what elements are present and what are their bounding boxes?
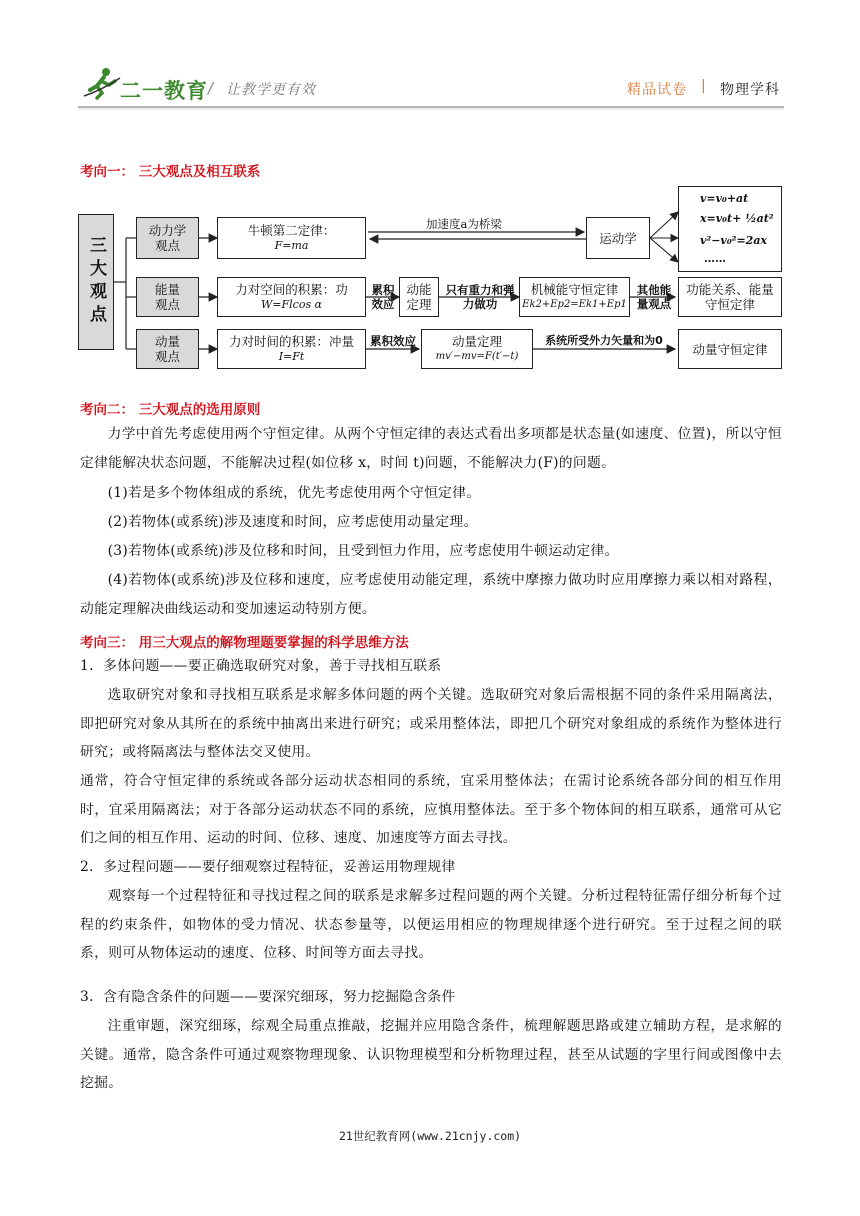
header-separator: | xyxy=(701,78,706,94)
mechanical-energy-label: 机械能守恒定律 xyxy=(530,282,619,297)
newton-law-label: 牛顿第二定律： xyxy=(247,223,336,238)
momentum-conservation-box xyxy=(678,329,782,369)
section-2-item-3: (3)若物体(或系统)涉及位移和时间，且受到恒力作用，应考虑使用牛顿运动定律。 xyxy=(107,543,619,559)
energy-view-box xyxy=(136,277,199,317)
row2-cumulative-text: 累积效应 xyxy=(371,283,395,311)
other-energy-label xyxy=(634,283,674,311)
row2-cumulative-label xyxy=(368,283,398,311)
section-3-paragraph-2: 通常，符合守恒定律的系统或各部分运动状态相同的系统，宜采用整体法；在需讨论系统各部分间的相互作用时，宜采用隔离法；对于各部分运动状态不同的系统，应慎用整体法。至于多个物体间的相互联系，通常可从它们之间的相互作用、运动的时间、位移、速度、加速度等方面去寻找。 xyxy=(80,773,782,847)
section-3-title: 考向三： 用三大观点的解物理题要掌握的科学思维方法 xyxy=(80,635,409,651)
impulse-label: 力对时间的积累：冲量 xyxy=(228,334,354,349)
energy-conservation-box xyxy=(678,277,782,317)
gravity-elastic-text: 只有重力和弹力做功 xyxy=(445,283,515,311)
section-2-intro: 力学中首先考虑使用两个守恒定律。从两个守恒定律的表达式看出多项都是状态量(如速度、位置)，所以守恒定律能解决状态问题，不能解决过程(如位移 x，时间 t)问题，不能解决力(F)的问题。 xyxy=(80,426,782,471)
mechanical-energy-formula: Ek2+Ep2=Ek1+Ep1 xyxy=(522,299,627,310)
kinetic-energy-theorem-label: 动能定理 xyxy=(406,282,432,312)
work-box xyxy=(217,277,366,317)
momentum-theorem-label: 动量定理 xyxy=(451,334,502,349)
formula-velocity-squared: v²−v₀²=2ax xyxy=(700,234,768,247)
other-energy-text: 其他能量观点 xyxy=(636,283,672,311)
section-1-title: 考向一： 三大观点及相互联系 xyxy=(80,164,261,180)
section-3-heading-2: 2．多过程问题——要仔细观察过程特征，妥善运用物理规律 xyxy=(80,859,456,875)
section-3-paragraph-3: 观察每一个过程特征和寻找过程之间的联系是求解多过程问题的两个关键。分析过程特征需仔细分析每个过程的约束条件，如物体的受力情况、状态参量等，以便运用相应的物理规律逐个进行研究。至于过程之间的联系，则可从物体运动的速度、位移、时间等方面去寻找。 xyxy=(80,888,782,962)
momentum-theorem-box xyxy=(421,329,533,369)
bridge-label: 加速度a为桥梁 xyxy=(426,217,502,231)
header-slash: / xyxy=(208,79,214,97)
header xyxy=(0,0,860,110)
impulse-formula: I=Ft xyxy=(278,350,305,363)
mechanical-energy-box xyxy=(519,277,630,317)
header-label: 精品试卷 xyxy=(627,82,687,98)
kinematics-box xyxy=(586,217,650,259)
brand-name: 二一教育 xyxy=(120,79,208,103)
section-3-paragraph-1: 选取研究对象和寻找相互联系是求解多体问题的两个关键。选取研究对象后需根据不同的条件采用隔离法，即把研究对象从其所在的系统中抽离出来进行研究；或采用整体法，即把几个研究对象组成的系统作为整体进行研究；或将隔离法与整体法交叉使用。 xyxy=(80,687,782,761)
energy-conservation-label: 功能关系、能量守恒定律 xyxy=(686,282,774,312)
formula-ellipsis: …… xyxy=(704,252,726,265)
newton-law-box xyxy=(217,217,366,259)
runner-logo-icon xyxy=(82,66,122,100)
work-label: 力对空间的积累：功 xyxy=(235,282,348,297)
section-3-heading-1: 1．多体问题——要正确选取研究对象，善于寻找相互联系 xyxy=(80,658,442,674)
section-2-title: 考向二： 三大观点的选用原则 xyxy=(80,402,261,418)
momentum-conservation-label: 动量守恒定律 xyxy=(692,341,768,357)
dynamics-view-box xyxy=(136,217,199,259)
momentum-theorem-formula: mv′−mv=F(t′−t) xyxy=(435,351,519,362)
impulse-box xyxy=(217,329,366,369)
energy-view-label: 能量观点 xyxy=(154,282,180,312)
three-views-diagram xyxy=(78,186,790,376)
root-box-three-views xyxy=(78,214,114,350)
work-formula: W=Flcos α xyxy=(260,298,323,311)
section-2-item-4: (4)若物体(或系统)涉及位移和速度，应考虑使用动能定理，系统中摩擦力做功时应用摩擦力乘以相对路程，动能定理解决曲线运动和变加速运动特别方便。 xyxy=(80,572,782,617)
dynamics-view-label: 动力学观点 xyxy=(148,223,187,253)
external-force-label: 系统所受外力矢量和为0 xyxy=(545,334,663,347)
root-label: 三大观点 xyxy=(86,236,106,328)
kinematics-label: 运动学 xyxy=(599,230,637,246)
header-subject: 物理学科 xyxy=(720,82,780,98)
section-3-paragraph-4: 注重审题，深究细琢，综观全局重点推敲，挖掘并应用隐含条件，梳理解题思路或建立辅助方程，是求解的关键。通常，隐含条件可通过观察物理现象、认识物理模型和分析物理过程，甚至从试题的字里行间或图像中去挖掘。 xyxy=(80,1018,782,1092)
brand-tagline: 让教学更有效 xyxy=(226,82,316,98)
page-footer: 21世纪教育网(www.21cnjy.com) xyxy=(338,1129,522,1143)
kinetic-energy-theorem-box xyxy=(399,277,439,317)
section-3-heading-3: 3．含有隐含条件的问题——要深究细琢，努力挖掘隐含条件 xyxy=(80,989,456,1005)
section-2-item-1: (1)若是多个物体组成的系统，优先考虑使用两个守恒定律。 xyxy=(107,485,481,501)
formula-velocity: v=v₀+at xyxy=(700,192,749,205)
gravity-elastic-label xyxy=(445,283,515,311)
formula-displacement: x=v₀t+ ½at² xyxy=(700,212,774,225)
row3-cumulative-label: 累积效应 xyxy=(370,334,416,348)
momentum-view-box xyxy=(136,329,199,369)
momentum-view-label: 动量观点 xyxy=(154,334,180,364)
newton-law-formula: F=ma xyxy=(274,239,309,252)
section-2-item-2: (2)若物体(或系统)涉及速度和时间，应考虑使用动量定理。 xyxy=(107,514,478,530)
header-divider xyxy=(78,106,784,110)
